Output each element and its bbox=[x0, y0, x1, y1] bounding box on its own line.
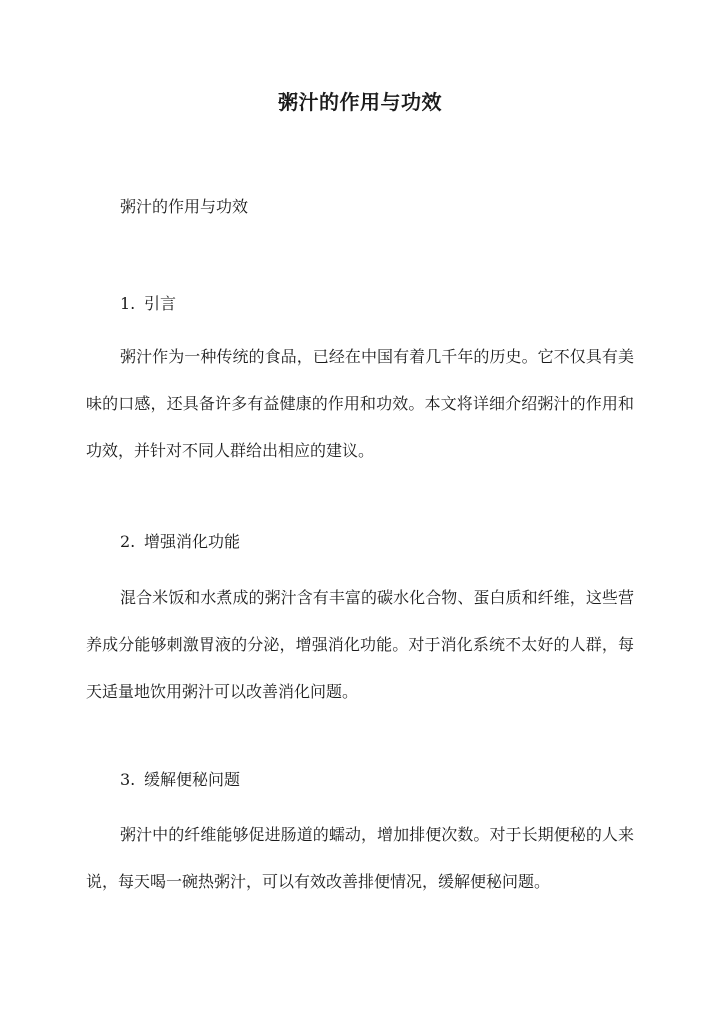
section-paragraph-digestion: 混合米饭和水煮成的粥汁含有丰富的碳水化合物、蛋白质和纤维，这些营养成分能够刺激胃液的分泌，增强消化功能。对于消化系统不太好的人群，每天适量地饮用粥汁可以改善消化问题。 bbox=[86, 588, 634, 701]
section-heading-constipation bbox=[120, 768, 240, 792]
section-heading-text: 缓解便秘问题 bbox=[144, 770, 241, 789]
section-number: 2. bbox=[120, 532, 136, 551]
section-heading-text: 增强消化功能 bbox=[144, 532, 241, 551]
section-paragraph-introduction: 粥汁作为一种传统的食品，已经在中国有着几千年的历史。它不仅具有美味的口感，还具备许多有益健康的作用和功效。本文将详细介绍粥汁的作用和功效，并针对不同人群给出相应的建议。 bbox=[86, 347, 634, 460]
document-title: 粥汁的作用与功效 bbox=[278, 90, 442, 114]
section-heading-text: 引言 bbox=[144, 294, 177, 313]
section-number: 3. bbox=[120, 770, 136, 789]
document-subtitle: 粥汁的作用与功效 bbox=[120, 197, 249, 216]
section-heading-introduction bbox=[120, 292, 176, 316]
section-heading-digestion bbox=[120, 530, 240, 554]
section-paragraph-constipation: 粥汁中的纤维能够促进肠道的蠕动，增加排便次数。对于长期便秘的人来说，每天喝一碗热粥汁，可以有效改善排便情况，缓解便秘问题。 bbox=[86, 825, 634, 891]
section-number: 1. bbox=[120, 294, 136, 313]
